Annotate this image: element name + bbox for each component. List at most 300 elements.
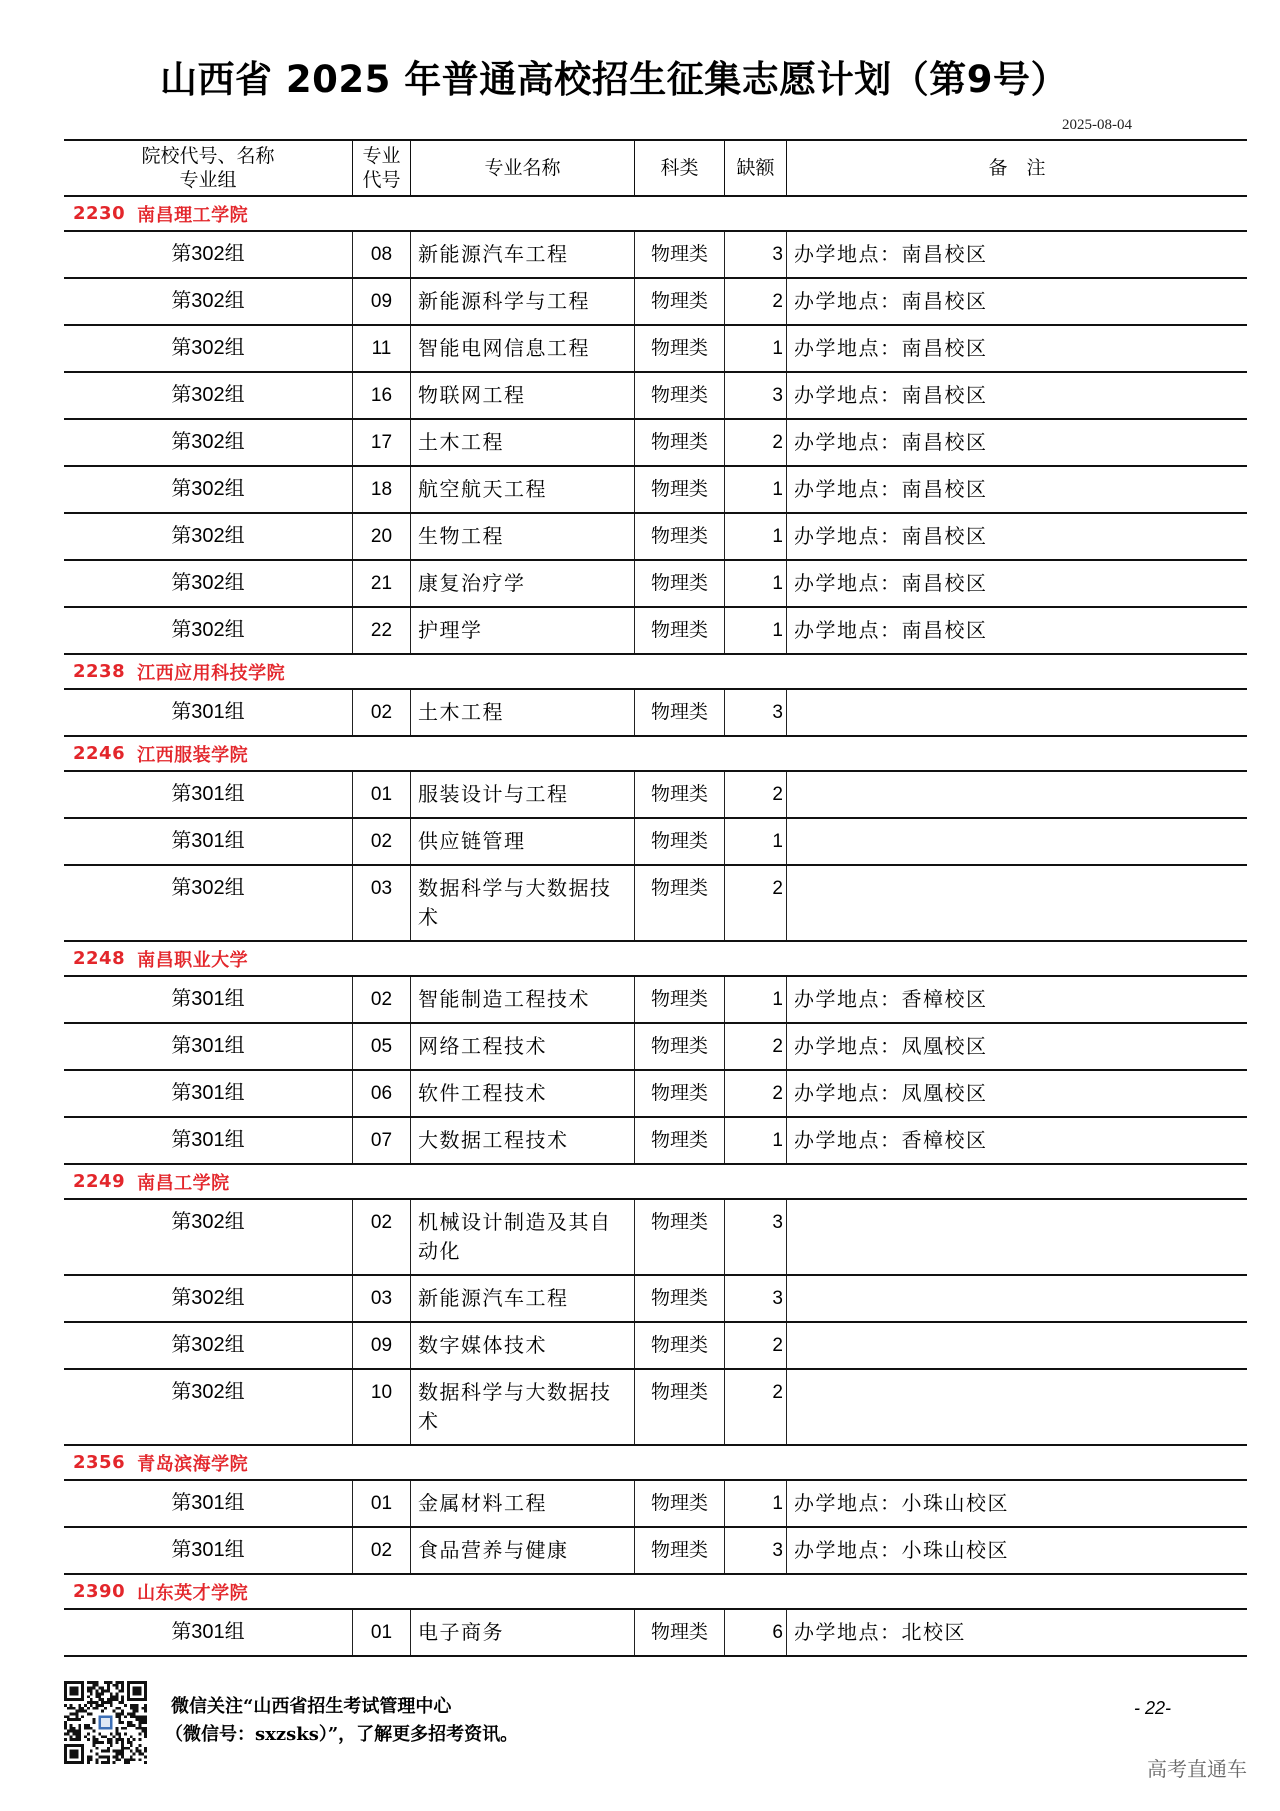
major-code-text: 22: [370, 620, 393, 641]
note-cell: [787, 373, 1247, 418]
vacancy-text: 2: [772, 432, 783, 453]
major-name-text: 金属材料工程: [418, 1491, 547, 1515]
school-code: 2248: [73, 948, 126, 969]
table-row: [64, 866, 1247, 942]
vacancy-text: 2: [772, 1036, 783, 1057]
group-cell: [64, 561, 353, 606]
group-text: 第301组: [171, 701, 245, 723]
major-name-text: 供应链管理: [418, 829, 526, 853]
table-row: [64, 772, 1247, 819]
major-name-cell: [411, 608, 635, 653]
school-header: [64, 197, 1247, 232]
table-body: [64, 197, 1247, 1657]
major-name-cell: [411, 1276, 635, 1321]
category-cell: [635, 608, 725, 653]
group-text: 第302组: [171, 525, 245, 547]
header-vacancy: [725, 141, 787, 195]
vacancy-text: 3: [772, 702, 783, 723]
table-row: [64, 1200, 1247, 1276]
table-row: [64, 1528, 1247, 1575]
vacancy-text: 3: [772, 1212, 783, 1233]
major-name-text: 护理学: [418, 618, 483, 642]
category-text: 物理类: [650, 572, 708, 594]
vacancy-text: 1: [772, 620, 783, 641]
vacancy-text: 2: [772, 1335, 783, 1356]
category-text: 物理类: [650, 1492, 708, 1514]
watermark: 高考直通车: [1147, 1757, 1247, 1781]
major-name-text: 生物工程: [418, 524, 504, 548]
header-school-group: [64, 141, 353, 195]
category-text: 物理类: [650, 877, 708, 899]
table-row: [64, 1610, 1247, 1657]
group-text: 第301组: [171, 1539, 245, 1561]
header-note: [787, 141, 1247, 195]
group-text: 第302组: [171, 1381, 245, 1403]
vacancy-cell: [725, 232, 787, 277]
major-name-text: 土木工程: [418, 430, 504, 454]
major-name-text: 新能源汽车工程: [418, 242, 569, 266]
major-name-text: 康复治疗学: [418, 571, 526, 595]
note-text: 办学地点：南昌校区: [794, 571, 988, 595]
major-name-text: 食品营养与健康: [418, 1538, 569, 1562]
category-cell: [635, 326, 725, 371]
major-name-cell: [411, 1370, 635, 1444]
category-text: 物理类: [650, 1129, 708, 1151]
group-text: 第302组: [171, 384, 245, 406]
note-text: 办学地点：小珠山校区: [794, 1538, 1009, 1562]
group-text: 第302组: [171, 290, 245, 312]
group-text: 第301组: [171, 1035, 245, 1057]
major-code-text: 02: [370, 702, 393, 723]
major-code-cell: [353, 608, 411, 653]
category-text: 物理类: [650, 525, 708, 547]
school-name: 江西应用科技学院: [137, 662, 286, 684]
major-name-cell: [411, 467, 635, 512]
group-cell: [64, 232, 353, 277]
major-name-cell: [411, 1610, 635, 1655]
table-row: [64, 1024, 1247, 1071]
major-code-text: 01: [370, 1493, 393, 1514]
vacancy-cell: [725, 1071, 787, 1116]
category-text: 物理类: [650, 1621, 708, 1643]
major-code-cell: [353, 420, 411, 465]
group-text: 第301组: [171, 1621, 245, 1643]
note-cell: [787, 819, 1247, 864]
group-cell: [64, 420, 353, 465]
major-name-cell: [411, 514, 635, 559]
major-name-text: 大数据工程技术: [418, 1128, 569, 1152]
note-cell: [787, 467, 1247, 512]
note-text: 办学地点：南昌校区: [794, 383, 988, 407]
group-text: 第302组: [171, 243, 245, 265]
note-cell: [787, 279, 1247, 324]
vacancy-cell: [725, 326, 787, 371]
category-cell: [635, 1024, 725, 1069]
school-name: 南昌理工学院: [137, 204, 249, 226]
group-cell: [64, 514, 353, 559]
table-row: [64, 514, 1247, 561]
table-header: [64, 139, 1247, 197]
major-code-text: 02: [370, 831, 393, 852]
plan-table: [64, 139, 1247, 1657]
major-code-text: 06: [370, 1083, 393, 1104]
vacancy-text: 3: [772, 1288, 783, 1309]
header-category-text: 科类: [660, 157, 699, 179]
category-text: 物理类: [650, 1381, 708, 1403]
table-row: [64, 690, 1247, 737]
major-code-text: 01: [370, 784, 393, 805]
major-name-cell: [411, 1118, 635, 1163]
vacancy-text: 1: [772, 573, 783, 594]
school-name: 山东英才学院: [137, 1582, 249, 1604]
table-row: [64, 1276, 1247, 1323]
header-school-line2: 专业组: [179, 169, 237, 191]
group-cell: [64, 1276, 353, 1321]
group-text: 第302组: [171, 1334, 245, 1356]
major-code-text: 10: [370, 1382, 393, 1403]
major-code-cell: [353, 1118, 411, 1163]
category-cell: [635, 1323, 725, 1368]
note-text: 办学地点：南昌校区: [794, 477, 988, 501]
group-text: 第301组: [171, 783, 245, 805]
note-cell: [787, 1323, 1247, 1368]
vacancy-text: 3: [772, 1540, 783, 1561]
vacancy-text: 1: [772, 338, 783, 359]
major-code-cell: [353, 772, 411, 817]
table-row: [64, 561, 1247, 608]
major-name-cell: [411, 279, 635, 324]
note-text: 办学地点：北校区: [794, 1620, 966, 1644]
table-row: [64, 1071, 1247, 1118]
major-name-text: 服装设计与工程: [418, 782, 569, 806]
group-text: 第302组: [171, 619, 245, 641]
group-cell: [64, 326, 353, 371]
table-row: [64, 608, 1247, 655]
table-row: [64, 1370, 1247, 1446]
major-name-cell: [411, 232, 635, 277]
major-name-text: 电子商务: [418, 1620, 504, 1644]
group-text: 第301组: [171, 1129, 245, 1151]
table-row: [64, 1481, 1247, 1528]
major-name-cell: [411, 326, 635, 371]
vacancy-text: 3: [772, 385, 783, 406]
vacancy-cell: [725, 1323, 787, 1368]
vacancy-text: 2: [772, 1083, 783, 1104]
major-name-text: 新能源科学与工程: [418, 289, 590, 313]
group-text: 第301组: [171, 1082, 245, 1104]
major-code-text: 05: [370, 1036, 393, 1057]
vacancy-cell: [725, 1481, 787, 1526]
major-name-cell: [411, 819, 635, 864]
header-major-code: [353, 141, 411, 195]
major-code-cell: [353, 279, 411, 324]
major-code-text: 09: [370, 1335, 393, 1356]
vacancy-cell: [725, 561, 787, 606]
category-cell: [635, 819, 725, 864]
vacancy-cell: [725, 1610, 787, 1655]
major-code-text: 02: [370, 1540, 393, 1561]
school-header: [64, 1165, 1247, 1200]
header-major-code-line1: 专业: [362, 145, 401, 167]
major-code-cell: [353, 467, 411, 512]
vacancy-cell: [725, 373, 787, 418]
vacancy-cell: [725, 977, 787, 1022]
major-name-text: 新能源汽车工程: [418, 1286, 569, 1310]
category-text: 物理类: [650, 384, 708, 406]
group-cell: [64, 977, 353, 1022]
group-text: 第302组: [171, 1211, 245, 1233]
category-cell: [635, 690, 725, 735]
category-cell: [635, 420, 725, 465]
major-name-text: 软件工程技术: [418, 1081, 547, 1105]
note-text: 办学地点：南昌校区: [794, 524, 988, 548]
header-major-code-line2: 代号: [362, 169, 401, 191]
group-text: 第302组: [171, 431, 245, 453]
note-cell: [787, 1610, 1247, 1655]
table-row: [64, 1118, 1247, 1165]
major-name-cell: [411, 373, 635, 418]
table-row: [64, 279, 1247, 326]
major-code-text: 08: [370, 244, 393, 265]
category-text: 物理类: [650, 431, 708, 453]
qr-code-icon: [64, 1681, 147, 1764]
school-name: 江西服装学院: [137, 744, 249, 766]
group-cell: [64, 1323, 353, 1368]
category-cell: [635, 1370, 725, 1444]
vacancy-cell: [725, 1528, 787, 1573]
group-cell: [64, 690, 353, 735]
vacancy-cell: [725, 772, 787, 817]
group-cell: [64, 1071, 353, 1116]
note-text: 办学地点：小珠山校区: [794, 1491, 1009, 1515]
major-code-cell: [353, 819, 411, 864]
group-cell: [64, 279, 353, 324]
group-text: 第302组: [171, 572, 245, 594]
note-text: 办学地点：南昌校区: [794, 242, 988, 266]
group-cell: [64, 1024, 353, 1069]
major-name-cell: [411, 1071, 635, 1116]
major-name-cell: [411, 561, 635, 606]
major-code-text: 17: [370, 432, 393, 453]
group-cell: [64, 1481, 353, 1526]
note-cell: [787, 1481, 1247, 1526]
header-vacancy-text: 缺额: [736, 157, 775, 179]
major-name-text: 智能电网信息工程: [418, 336, 590, 360]
category-cell: [635, 279, 725, 324]
table-row: [64, 467, 1247, 514]
school-code: 2238: [73, 661, 126, 682]
major-code-cell: [353, 977, 411, 1022]
note-cell: [787, 232, 1247, 277]
group-text: 第302组: [171, 877, 245, 899]
major-name-cell: [411, 1200, 635, 1274]
major-name-text: 数据科学与大数据技术: [418, 1380, 612, 1433]
major-code-text: 01: [370, 1622, 393, 1643]
group-cell: [64, 1200, 353, 1274]
header-school-line1: 院校代号、名称: [141, 145, 275, 167]
note-text: 办学地点：南昌校区: [794, 430, 988, 454]
note-cell: [787, 977, 1247, 1022]
category-cell: [635, 772, 725, 817]
note-text: 办学地点：南昌校区: [794, 336, 988, 360]
category-cell: [635, 1610, 725, 1655]
category-cell: [635, 866, 725, 940]
major-name-cell: [411, 1323, 635, 1368]
major-name-text: 智能制造工程技术: [418, 987, 590, 1011]
vacancy-cell: [725, 514, 787, 559]
category-cell: [635, 1071, 725, 1116]
major-code-text: 07: [370, 1130, 393, 1151]
group-cell: [64, 819, 353, 864]
vacancy-text: 1: [772, 989, 783, 1010]
major-name-text: 土木工程: [418, 700, 504, 724]
major-code-cell: [353, 1481, 411, 1526]
vacancy-text: 2: [772, 878, 783, 899]
major-code-cell: [353, 690, 411, 735]
major-code-cell: [353, 326, 411, 371]
header-major-name-text: 专业名称: [484, 157, 561, 179]
school-code: 2356: [73, 1452, 126, 1473]
category-text: 物理类: [650, 783, 708, 805]
school-code: 2230: [73, 203, 126, 224]
school-header: [64, 655, 1247, 690]
major-code-text: 03: [370, 878, 393, 899]
table-row: [64, 326, 1247, 373]
category-cell: [635, 1276, 725, 1321]
category-text: 物理类: [650, 1035, 708, 1057]
major-code-cell: [353, 1610, 411, 1655]
major-code-cell: [353, 1528, 411, 1573]
vacancy-text: 6: [772, 1622, 783, 1643]
vacancy-text: 2: [772, 291, 783, 312]
major-name-text: 机械设计制造及其自动化: [418, 1210, 612, 1263]
vacancy-text: 1: [772, 1130, 783, 1151]
category-text: 物理类: [650, 478, 708, 500]
page-number: - 22-: [1134, 1698, 1172, 1718]
group-cell: [64, 608, 353, 653]
header-category: [635, 141, 725, 195]
major-name-text: 网络工程技术: [418, 1034, 547, 1058]
major-code-cell: [353, 1200, 411, 1274]
table-row: [64, 1323, 1247, 1370]
table-row: [64, 373, 1247, 420]
note-text: 办学地点：香樟校区: [794, 987, 988, 1011]
category-text: 物理类: [650, 290, 708, 312]
major-code-cell: [353, 866, 411, 940]
major-name-cell: [411, 1481, 635, 1526]
category-cell: [635, 1118, 725, 1163]
group-cell: [64, 1370, 353, 1444]
category-cell: [635, 1528, 725, 1573]
category-text: 物理类: [650, 988, 708, 1010]
vacancy-text: 1: [772, 526, 783, 547]
header-note-text: 备 注: [988, 157, 1046, 179]
note-cell: [787, 1024, 1247, 1069]
major-name-cell: [411, 1528, 635, 1573]
major-name-cell: [411, 977, 635, 1022]
group-cell: [64, 1118, 353, 1163]
school-header: [64, 737, 1247, 772]
category-cell: [635, 561, 725, 606]
school-name: 青岛滨海学院: [137, 1453, 249, 1475]
school-header: [64, 1446, 1247, 1481]
note-cell: [787, 608, 1247, 653]
vacancy-cell: [725, 279, 787, 324]
group-cell: [64, 1610, 353, 1655]
major-code-cell: [353, 1071, 411, 1116]
note-cell: [787, 1370, 1247, 1444]
major-code-text: 18: [370, 479, 393, 500]
header-major-name: [411, 141, 635, 195]
note-cell: [787, 1200, 1247, 1274]
note-text: 办学地点：凤凰校区: [794, 1034, 988, 1058]
note-text: 办学地点：南昌校区: [794, 618, 988, 642]
vacancy-cell: [725, 608, 787, 653]
group-cell: [64, 866, 353, 940]
table-row: [64, 977, 1247, 1024]
vacancy-cell: [725, 1118, 787, 1163]
vacancy-cell: [725, 1370, 787, 1444]
page-title: 山西省 2025 年普通高校招生征集志愿计划（第9号）: [160, 58, 1068, 101]
note-cell: [787, 1528, 1247, 1573]
school-name: 南昌工学院: [137, 1172, 230, 1194]
vacancy-cell: [725, 819, 787, 864]
major-name-text: 数字媒体技术: [418, 1333, 547, 1357]
school-code: 2246: [73, 743, 126, 764]
note-cell: [787, 690, 1247, 735]
major-code-text: 03: [370, 1288, 393, 1309]
school-code: 2390: [73, 1581, 126, 1602]
category-text: 物理类: [650, 1082, 708, 1104]
major-code-cell: [353, 232, 411, 277]
category-text: 物理类: [650, 1211, 708, 1233]
major-code-cell: [353, 514, 411, 559]
major-name-cell: [411, 420, 635, 465]
category-text: 物理类: [650, 830, 708, 852]
table-row: [64, 232, 1247, 279]
category-text: 物理类: [650, 337, 708, 359]
major-name-cell: [411, 690, 635, 735]
category-cell: [635, 1481, 725, 1526]
category-text: 物理类: [650, 701, 708, 723]
major-name-text: 航空航天工程: [418, 477, 547, 501]
category-text: 物理类: [650, 1539, 708, 1561]
note-text: 办学地点：南昌校区: [794, 289, 988, 313]
note-cell: [787, 514, 1247, 559]
vacancy-cell: [725, 690, 787, 735]
vacancy-cell: [725, 866, 787, 940]
vacancy-cell: [725, 467, 787, 512]
major-code-text: 21: [370, 573, 393, 594]
group-text: 第301组: [171, 988, 245, 1010]
category-cell: [635, 977, 725, 1022]
school-header: [64, 942, 1247, 977]
footer-wechat-line2: （微信号：sxzsks）”，了解更多招考资讯。: [165, 1724, 519, 1745]
vacancy-text: 2: [772, 784, 783, 805]
group-text: 第301组: [171, 830, 245, 852]
major-code-cell: [353, 1370, 411, 1444]
major-code-cell: [353, 1024, 411, 1069]
category-cell: [635, 1200, 725, 1274]
major-name-cell: [411, 1024, 635, 1069]
category-text: 物理类: [650, 1334, 708, 1356]
school-name: 南昌职业大学: [137, 949, 249, 971]
vacancy-cell: [725, 1024, 787, 1069]
major-name-text: 物联网工程: [418, 383, 526, 407]
note-cell: [787, 866, 1247, 940]
group-text: 第301组: [171, 1492, 245, 1514]
school-code: 2249: [73, 1171, 126, 1192]
